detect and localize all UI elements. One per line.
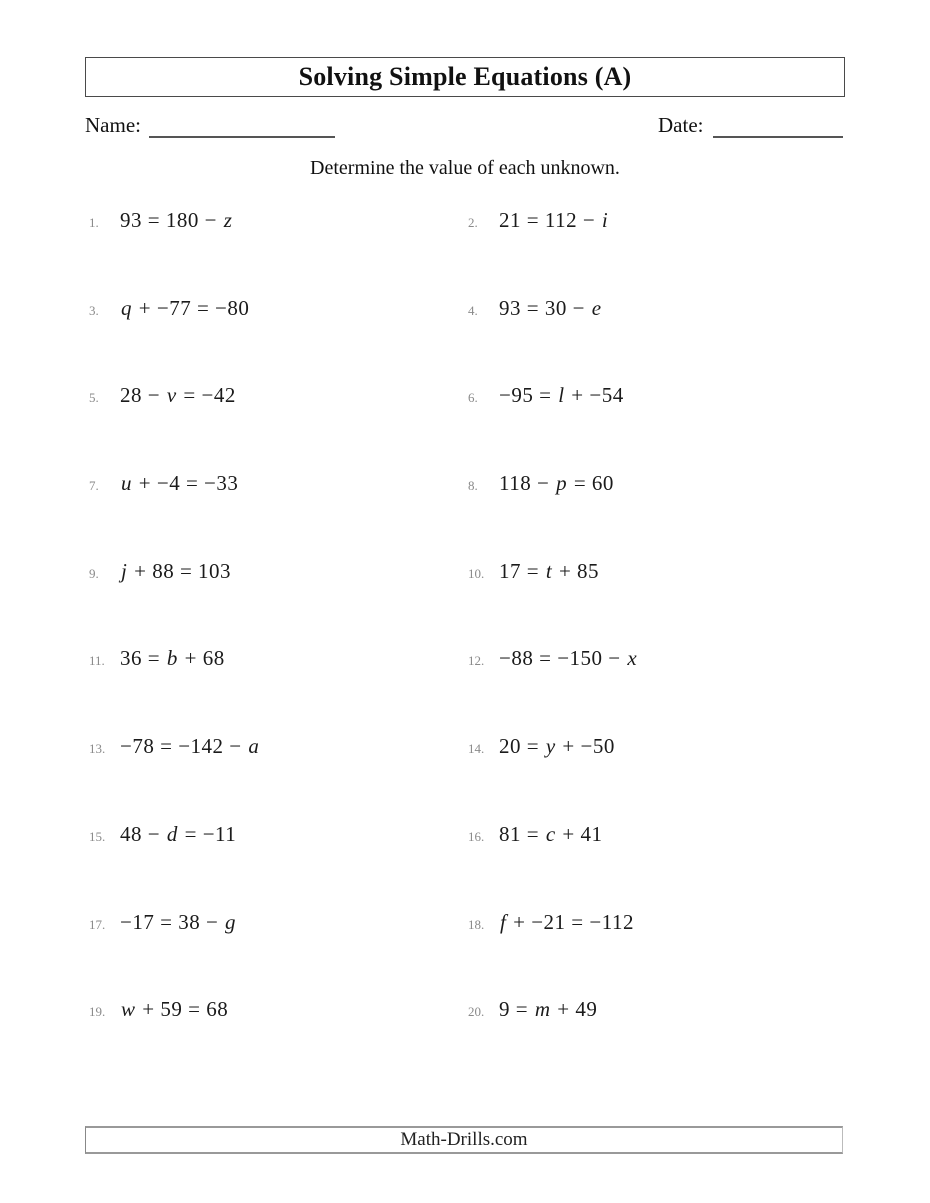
problem-cell	[85, 288, 464, 376]
problem-number: 15.	[89, 828, 106, 844]
problem-number: 9.	[89, 565, 99, 581]
problem-cell	[464, 989, 843, 1077]
problem-equation: 21 = 112 − i	[499, 208, 609, 232]
name-label: Name:	[85, 113, 141, 137]
problem-number: 12.	[468, 653, 485, 669]
problem-cell	[85, 726, 464, 814]
problem-cell	[464, 814, 843, 902]
problem-equation: 81 = c + 41	[499, 821, 603, 846]
problem-equation: 20 = y + −50	[499, 734, 615, 759]
worksheet-title: Solving Simple Equations (A)	[298, 62, 632, 91]
problem-number: 4.	[468, 302, 478, 318]
problem-number: 10.	[468, 565, 485, 581]
problem-equation: q + −77 = −80	[121, 295, 250, 320]
problem-equation: −95 = l + −54	[499, 383, 624, 408]
problem-equation: 28 − v = −42	[120, 383, 236, 408]
problem-number: 19.	[89, 1004, 106, 1020]
problem-equation: 17 = t + 85	[499, 558, 600, 583]
instruction-text: Determine the value of each unknown.	[310, 157, 620, 179]
problem-number: 17.	[89, 916, 106, 932]
problem-cell	[85, 200, 464, 288]
problem-equation: −17 = 38 − g	[120, 909, 237, 934]
footer-box	[85, 1126, 843, 1154]
problem-number: 18.	[468, 916, 485, 932]
problem-equation: j + 88 = 103	[121, 558, 232, 583]
problem-number: 16.	[468, 828, 485, 844]
date-label: Date:	[658, 113, 704, 137]
problem-number: 7.	[89, 478, 99, 494]
footer-brand: Math-Drills.com	[400, 1129, 528, 1150]
problem-equation: 36 = b + 68	[120, 646, 225, 671]
meta-row	[85, 112, 843, 142]
problem-equation: −88 = −150 − x	[499, 646, 638, 671]
problem-equation: 93 = 30 − e	[499, 295, 602, 320]
date-fill-line	[713, 112, 843, 138]
problem-cell	[464, 902, 843, 990]
problem-equation: f + −21 = −112	[500, 909, 634, 934]
title-box	[85, 57, 845, 97]
problem-cell	[85, 375, 464, 463]
problem-cell	[85, 463, 464, 551]
problem-equation: 48 − d = −11	[120, 821, 237, 846]
date-field-group	[658, 112, 843, 138]
problem-equation: 9 = m + 49	[499, 997, 598, 1022]
problem-cell	[85, 638, 464, 726]
problem-equation: 118 − p = 60	[499, 471, 614, 496]
problem-number: 3.	[89, 302, 99, 318]
problem-cell	[464, 551, 843, 639]
problem-equation: u + −4 = −33	[121, 471, 239, 496]
problem-equation: 93 = 180 − z	[120, 208, 233, 232]
problem-number: 2.	[468, 215, 478, 230]
name-field-group	[85, 112, 335, 138]
problem-cell	[464, 288, 843, 376]
problem-number: 20.	[468, 1004, 485, 1020]
problem-cell	[85, 989, 464, 1077]
problem-equation: w + 59 = 68	[121, 997, 229, 1022]
problem-number: 11.	[89, 653, 105, 669]
problem-cell	[85, 814, 464, 902]
problem-number: 14.	[468, 741, 485, 757]
problem-number: 1.	[89, 215, 99, 230]
problem-cell	[464, 726, 843, 814]
problems-grid	[85, 200, 843, 1077]
problem-number: 5.	[89, 390, 99, 406]
problem-cell	[85, 902, 464, 990]
problem-cell	[464, 638, 843, 726]
problem-number: 13.	[89, 741, 106, 757]
problem-cell	[464, 375, 843, 463]
problem-number: 6.	[468, 390, 478, 406]
problem-cell	[85, 551, 464, 639]
problem-cell	[464, 463, 843, 551]
problem-equation: −78 = −142 − a	[120, 734, 260, 759]
problem-cell	[464, 200, 843, 288]
name-fill-line	[149, 112, 335, 138]
problem-number: 8.	[468, 478, 478, 494]
